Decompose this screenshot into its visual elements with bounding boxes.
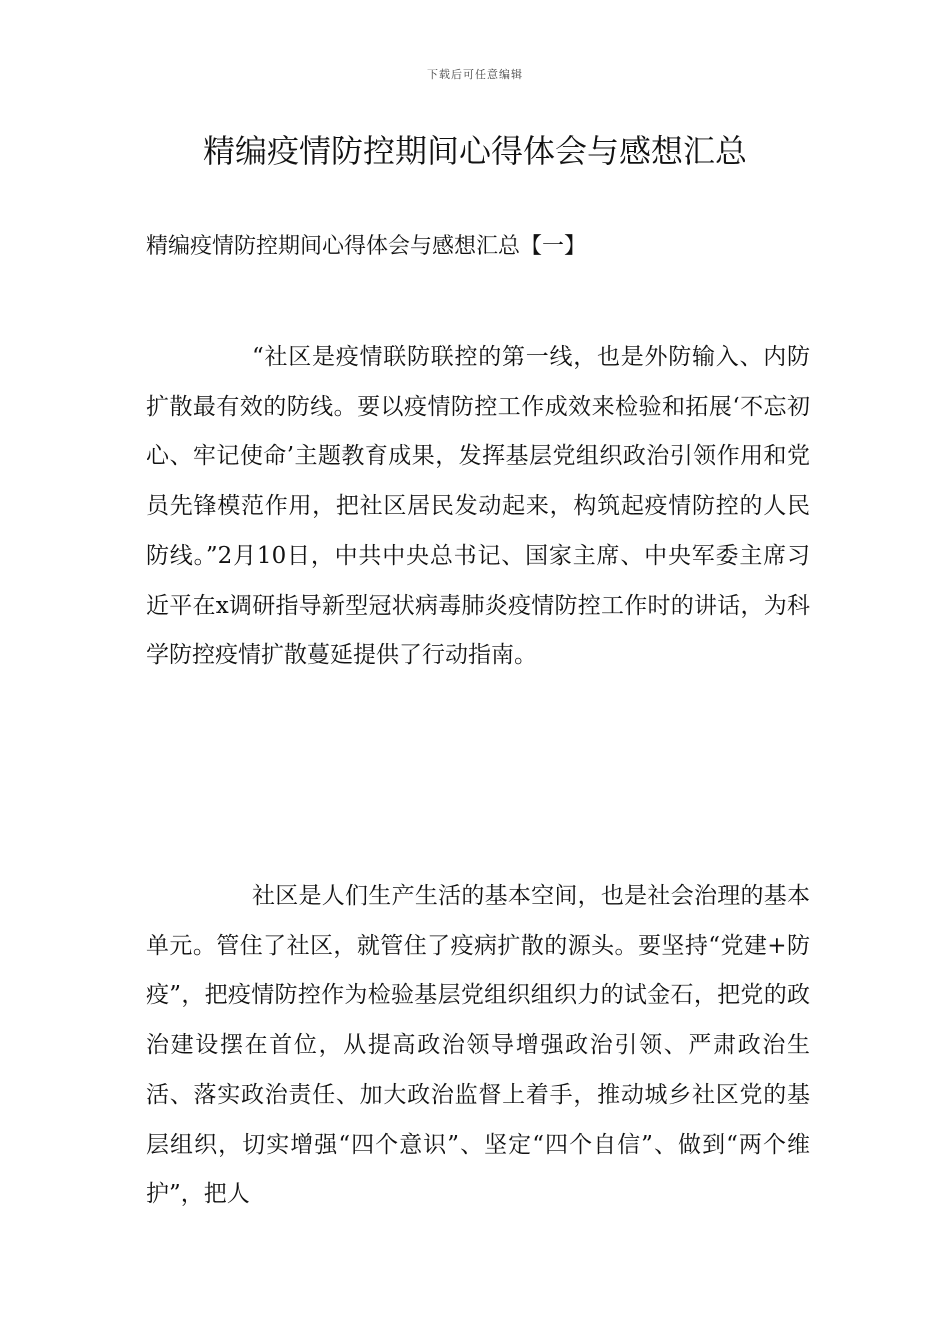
- document-title: 精编疫情防控期间心得体会与感想汇总: [202, 132, 747, 170]
- section-heading: 精编疫情防控期间心得体会与感想汇总【一】: [146, 234, 587, 259]
- body-paragraph: “社区是疫情联防联控的第一线，也是外防输入、内防扩散最有效的防线。要以疫情防控工作成效来检验和拓展‘不忘初心、牢记使命’主题教育成果，发挥基层党组织政治引领作用和党员先锋模范作用，把社区居民发动起来，构筑起疫情防控的人民防线。”2月10日，中共中央总书记、国家主席、中央军委主席习近平在x调研指导新型冠状病毒肺炎疫情防控工作时的讲话，为科学防控疫情扩散蔓延提供了行动指南。: [146, 344, 810, 669]
- body-paragraph: 社区是人们生产生活的基本空间，也是社会治理的基本单元。管住了社区，就管住了疫病扩散的源头。要坚持“党建+防疫”，把疫情防控作为检验基层党组织组织力的试金石，把党的政治建设摆在首位，从提高政治领导增强政治引领、严肃政治生活、落实政治责任、加大政治监督上着手，推动城乡社区党的基层组织，切实增强“四个意识”、坚定“四个自信”、做到“两个维护”，把人: [146, 883, 810, 1208]
- header-note: 下载后可任意编辑: [427, 68, 523, 81]
